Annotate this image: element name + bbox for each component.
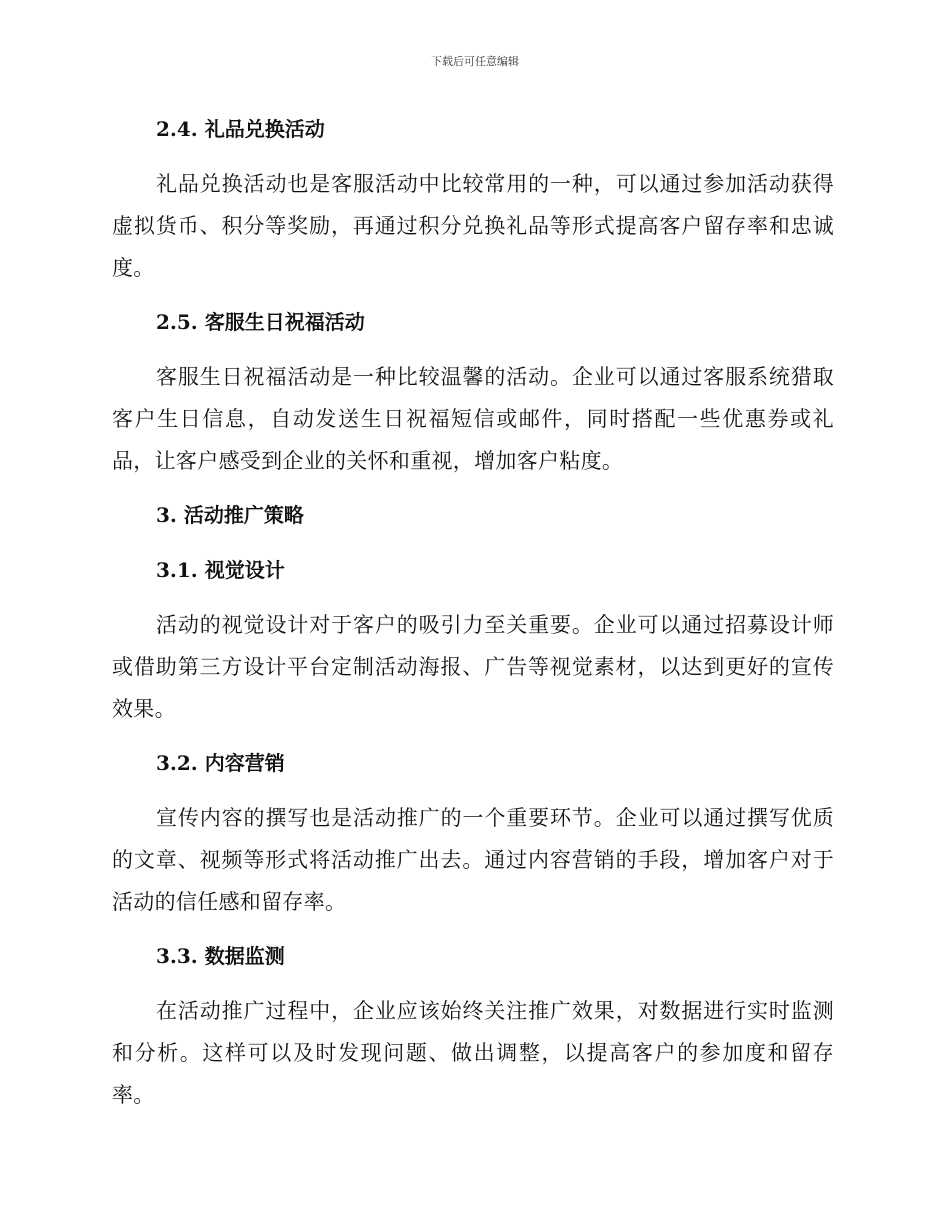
section-heading-3-1: 3.1. 视觉设计: [156, 558, 285, 582]
section-paragraph-3-1: 活动的视觉设计对于客户的吸引力至关重要。企业可以通过招募设计师或借助第三方设计平台定制活动海报、广告等视觉素材，以达到更好的宣传效果。: [112, 613, 834, 721]
section-paragraph-2-4: 礼品兑换活动也是客服活动中比较常用的一种，可以通过参加活动获得虚拟货币、积分等奖励，再通过积分兑换礼品等形式提高客户留存率和忠诚度。: [112, 172, 834, 280]
section-heading-2-4: 2.4. 礼品兑换活动: [156, 117, 325, 141]
section-paragraph-2-5: 客服生日祝福活动是一种比较温馨的活动。企业可以通过客服系统猎取客户生日信息，自动发送生日祝福短信或邮件，同时搭配一些优惠券或礼品，让客户感受到企业的关怀和重视，增加客户粘度。: [112, 365, 834, 473]
section-paragraph-3-3: 在活动推广过程中，企业应该始终关注推广效果，对数据进行实时监测和分析。这样可以及时发现问题、做出调整，以提高客户的参加度和留存率。: [112, 999, 834, 1107]
page-header: 下载后可任意编辑: [431, 55, 519, 68]
section-heading-2-5: 2.5. 客服生日祝福活动: [156, 310, 365, 334]
section-paragraph-3-2: 宣传内容的撰写也是活动推广的一个重要环节。企业可以通过撰写优质的文章、视频等形式将活动推广出去。通过内容营销的手段，增加客户对于活动的信任感和留存率。: [112, 806, 834, 914]
section-heading-3: 3. 活动推广策略: [156, 503, 304, 527]
document-body: [112, 108, 834, 1116]
section-heading-3-3: 3.3. 数据监测: [156, 944, 285, 968]
section-heading-3-2: 3.2. 内容营销: [156, 751, 285, 775]
